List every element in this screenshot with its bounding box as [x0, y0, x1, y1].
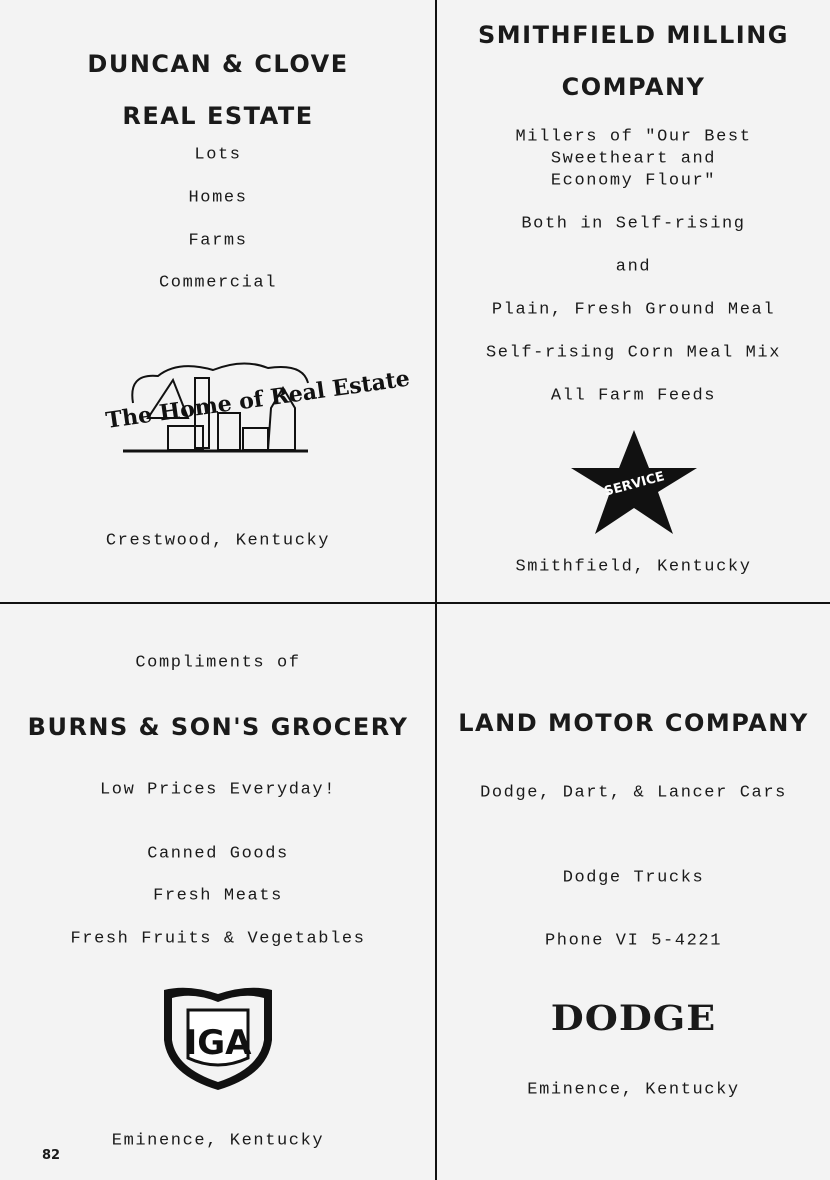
ad-location: Crestwood, Kentucky [105, 531, 331, 551]
ad-location: Smithfield, Kentucky [515, 557, 752, 577]
iga-shield-logo-icon [158, 980, 278, 1092]
ad-line: Economy Flour" [550, 171, 717, 191]
ad-intro: Compliments of [135, 653, 301, 673]
ad-title: REAL ESTATE [122, 102, 314, 130]
ad-title: COMPANY [561, 73, 706, 101]
ad-location: Eminence, Kentucky [527, 1080, 740, 1100]
ad-land-motor [437, 0, 830, 1180]
ad-item: Farms [188, 231, 248, 251]
ad-item: Canned Goods [147, 844, 289, 864]
ad-item: Fresh Meats [153, 886, 283, 906]
ad-line: Dodge Trucks [562, 868, 705, 888]
ad-title: BURNS & SON'S GROCERY [27, 713, 409, 741]
ad-line: Both in Self-rising [521, 214, 746, 234]
svg-text:SERVICE: SERVICE [602, 469, 666, 500]
ad-line: and [615, 257, 652, 277]
ad-phone: Phone VI 5-4221 [544, 931, 723, 951]
ad-line: Sweetheart and [550, 149, 717, 169]
ad-location: Eminence, Kentucky [111, 1131, 325, 1151]
ad-item: Fresh Fruits & Vegetables [70, 929, 366, 949]
ad-title: DUNCAN & CLOVE [87, 50, 349, 78]
svg-text:IGA: IGA [184, 1023, 252, 1063]
ad-item: Commercial [158, 273, 278, 293]
ad-line: All Farm Feeds [550, 386, 717, 406]
ad-title: LAND MOTOR COMPANY [458, 709, 809, 737]
svg-text:The Home of Real Estate: The Home of Real Estate [104, 365, 412, 434]
ad-line: Plain, Fresh Ground Meal [491, 300, 776, 320]
ad-line: Dodge, Dart, & Lancer Cars [480, 783, 787, 803]
ad-line: Self-rising Corn Meal Mix [485, 343, 782, 363]
ad-title: SMITHFIELD MILLING [478, 21, 789, 49]
ad-tagline: Low Prices Everyday! [99, 780, 337, 800]
page-number: 82 [42, 1148, 61, 1163]
ad-item: Homes [188, 188, 248, 208]
ad-line: Millers of "Our Best [515, 127, 752, 147]
ad-item: Lots [194, 145, 242, 165]
dodge-logo: DODGE [550, 997, 717, 1039]
